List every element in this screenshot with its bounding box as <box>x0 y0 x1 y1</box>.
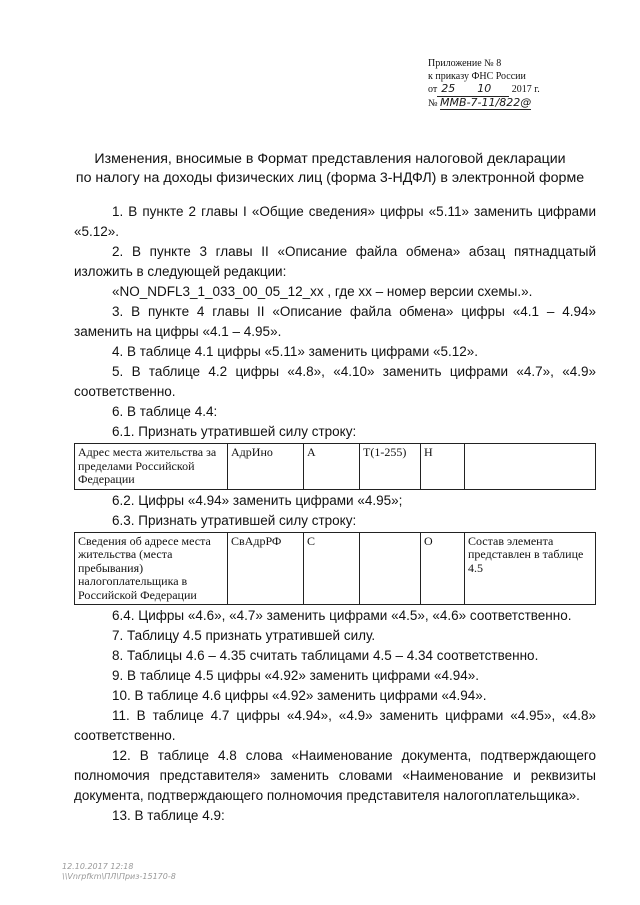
cell-name: Сведения об адресе места жительства (места пребывания) налогоплательщика в Российской Федерации <box>75 532 228 605</box>
date-month-handwritten: 10 <box>459 83 509 97</box>
item-6-4: 6.4. Цифры «4.6», «4.7» заменить цифрами «4.5», «4.6» соответственно. <box>112 608 572 623</box>
cell-note: Состав элемента представлен в таблице 4.5 <box>465 532 596 605</box>
cell-format: T(1-255) <box>360 444 421 490</box>
appendix-order-ref: к приказу ФНС России <box>428 70 526 82</box>
item-4: 4. В таблице 4.1 цифры «5.11» заменить цифрами «5.12». <box>112 344 479 359</box>
appendix-title: Приложение № 8 <box>428 58 502 69</box>
item-7: 7. Таблицу 4.5 признать утратившей силу. <box>112 628 376 643</box>
item-11: 11. В таблице 4.7 цифры «4.94», «4.9» заменить цифрами «4.95», «4.8» соответственно. <box>74 708 596 743</box>
item-6-1: 6.1. Признать утратившей силу строку: <box>112 424 357 439</box>
item-9: 9. В таблице 4.5 цифры «4.92» заменить цифрами «4.94». <box>112 668 480 683</box>
item-10: 10. В таблице 4.6 цифры «4.92» заменить цифрами «4.94». <box>112 688 487 703</box>
cell-name: Адрес места жительства за пределами Российской Федерации <box>75 444 228 490</box>
file-footer <box>62 862 176 882</box>
item-3: 3. В пункте 4 главы II «Описание файла обмена» цифры «4.1 – 4.94» заменить на цифры «4.1 – 4.95». <box>74 304 596 339</box>
document-title <box>60 150 600 188</box>
cell-format <box>360 532 421 605</box>
cell-code: АдрИно <box>228 444 304 490</box>
item-12: 12. В таблице 4.8 слова «Наименование документа, подтверждающего полномочия представителя» заменить словами «Наименование и реквизиты документа, подтверждающего полномочия представителя налогоплательщика». <box>74 748 596 803</box>
cell-type: А <box>304 444 360 490</box>
item-8: 8. Таблицы 4.6 – 4.35 считать таблицами 4.5 – 4.34 соответственно. <box>112 648 539 663</box>
item-1: 1. В пункте 2 главы I «Общие сведения» цифры «5.11» заменить цифрами «5.12». <box>74 204 596 239</box>
cell-note <box>465 444 596 490</box>
appendix-block <box>428 58 578 110</box>
item-13: 13. В таблице 4.9: <box>112 808 225 823</box>
table-row <box>75 444 596 490</box>
item-2: 2. В пункте 3 главы II «Описание файла обмена» абзац пятнадцатый изложить в следующей редакции: <box>74 244 596 279</box>
appendix-date: от 25 10 2017 г. <box>428 82 540 95</box>
cell-code: СвАдрРФ <box>228 532 304 605</box>
item-6: 6. В таблице 4.4: <box>112 404 218 419</box>
item-6-3: 6.3. Признать утратившей силу строку: <box>112 512 357 528</box>
date-day-handwritten: 25 <box>437 83 459 97</box>
cell-required: Н <box>421 444 465 490</box>
footer-path: \\Vnrpfkm\ПЛ\Приз-15170-8 <box>62 872 176 881</box>
appendix-number: № ММВ-7-11/822@ <box>428 95 532 109</box>
item-5: 5. В таблице 4.2 цифры «4.8», «4.10» заменить цифрами «4.7», «4.9» соответственно. <box>74 364 596 399</box>
item-2-quote: «NO_NDFL3_1_033_00_05_12_xx , где xx – номер версии схемы.». <box>112 284 533 299</box>
table-row-foreign-address <box>74 443 596 490</box>
document-body <box>74 202 596 826</box>
cell-type: С <box>304 532 360 605</box>
footer-timestamp: 12.10.2017 12:18 <box>62 862 134 871</box>
title-line-2: по налогу на доходы физических лиц (форма 3-НДФЛ) в электронной форме <box>75 170 585 186</box>
title-line-1: Изменения, вносимые в Формат представления налоговой декларации <box>94 151 566 167</box>
order-number-handwritten: ММВ-7-11/822@ <box>440 95 532 109</box>
table-row <box>75 532 596 605</box>
item-6-2: 6.2. Цифры «4.94» заменить цифрами «4.95»; <box>112 492 403 508</box>
cell-required: О <box>421 532 465 605</box>
table-row-rf-address <box>74 532 596 606</box>
